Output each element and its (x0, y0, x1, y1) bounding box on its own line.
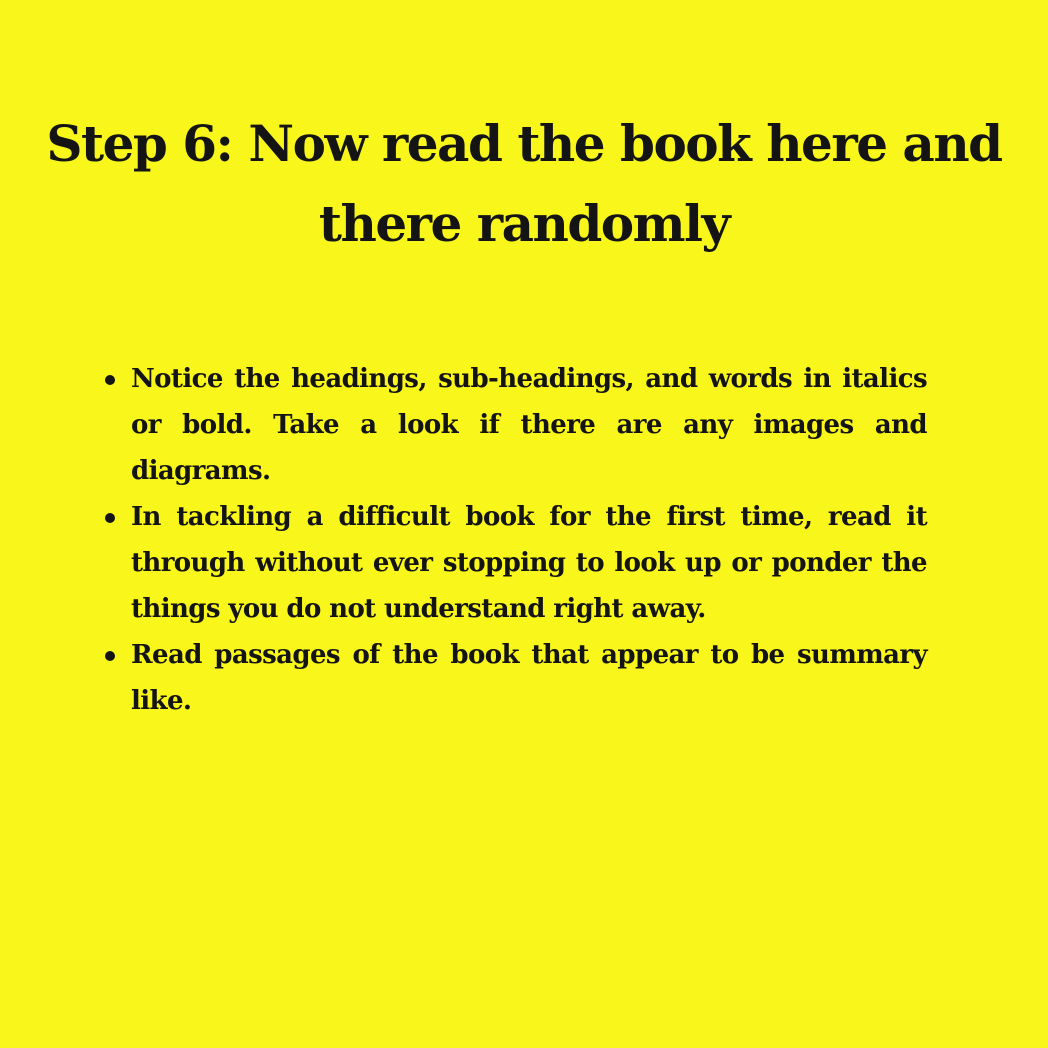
slide-title (40, 104, 1008, 264)
bullet-list (131, 356, 927, 724)
bullet-dot-icon (105, 513, 115, 523)
bullet-dot-icon (105, 375, 115, 385)
bullet-item (131, 632, 927, 724)
slide-title-line-2: there randomly (318, 194, 730, 253)
bullet-dot-icon (105, 651, 115, 661)
slide-title-line-1: Step 6: Now read the book here and (46, 114, 1002, 173)
bullet-text: In tackling a difficult book for the first time, read it through without ever stopping to look up or ponder the things you do not understand right away. (131, 502, 927, 624)
bullet-text: Read passages of the book that appear to be summary like. (131, 640, 927, 716)
bullet-text: Notice the headings, sub-headings, and words in italics or bold. Take a look if there are any images and diagrams. (131, 364, 927, 486)
bullet-item (131, 356, 927, 494)
bullet-item (131, 494, 927, 632)
